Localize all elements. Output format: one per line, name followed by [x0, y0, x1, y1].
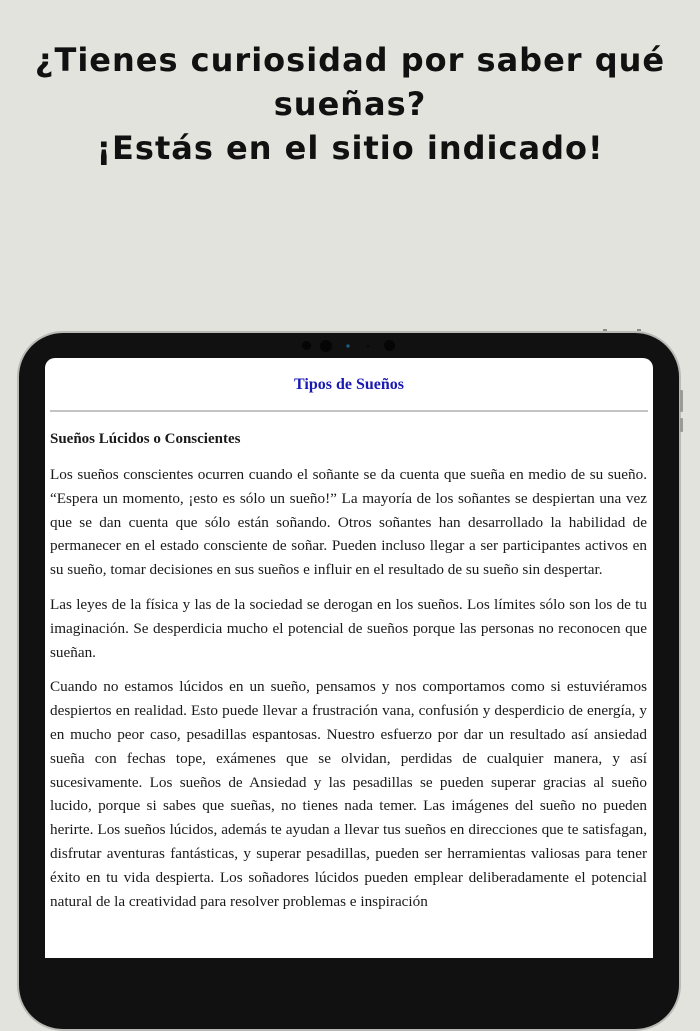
promo-headline-line-2: sueñas? [273, 85, 427, 123]
camera-sensor-icon [302, 341, 311, 350]
paragraph-2: Las leyes de la física y las de la sociedad se derogan en los sueños. Los límites sólo son los de tu imaginación. Se desperdicia mucho el potencial de sueños porque las personas no reconocen que sueñan. [50, 595, 647, 661]
camera-bar [300, 339, 400, 353]
page-title: Tipos de Sueños [294, 376, 404, 393]
face-id-sensor-icon [384, 340, 395, 351]
ambient-sensor-icon [367, 345, 369, 347]
app-screen [45, 358, 653, 958]
device-volume-down-button [680, 418, 683, 432]
section-heading: Sueños Lúcidos o Conscientes [50, 431, 241, 447]
title-divider [50, 410, 648, 412]
promo-headline [0, 38, 700, 170]
promo-headline-line-3: ¡Estás en el sitio indicado! [96, 129, 604, 167]
article-content[interactable] [45, 429, 653, 913]
camera-lens-icon [320, 340, 332, 352]
device-volume-up-button [680, 390, 683, 412]
paragraph-1: Los sueños conscientes ocurren cuando el soñante se da cuenta que sueña en medio de su sueño. “Espera un momento, ¡esto es sólo un sueño!” La mayoría de los soñantes se despiertan una vez que se dan cuenta que sólo están soñando. Otros soñantes han desarrollado la habilidad de permanecer en el estado consciente de soñar. Pueden incluso llegar a ser participantes activos en su sueño, tomar decisiones en sus sueños e influir en el resultado de su sueño sin despertar. [50, 466, 647, 579]
camera-indicator-icon [346, 344, 350, 348]
paragraph-3: Cuando no estamos lúcidos en un sueño, pensamos y nos comportamos como si estuviéramos despiertos en realidad. Esto puede llevar a frustración vana, confusión y desperdicio de energía, y en mucho peor caso, pesadillas espantosas. Nuestro esfuerzo por dar un resultado así ansiedad sueña con fechas tope, exámenes que se olvidan, perdidas de cualquier manera, y así sucesivamente. Los sueños de Ansiedad y las pesadillas se pueden superar gracias al sueño lucido, porque si sabes que sueñas, no tienes nada temer. Las imágenes del sueño no pueden herirte. Los sueños lúcidos, además te ayudan a llevar tus sueños en direcciones que te satisfagan, disfrutar aventuras fantásticas, y superar pesadillas, pueden ser herramientas valiosas para tener éxito en tu vida despierta. Los soñadores lúcidos pueden emplear deliberadamente el potencial natural de la creatividad para resolver problemas e inspiración [50, 678, 647, 910]
promo-headline-line-1: ¿Tienes curiosidad por saber qué [34, 41, 666, 79]
